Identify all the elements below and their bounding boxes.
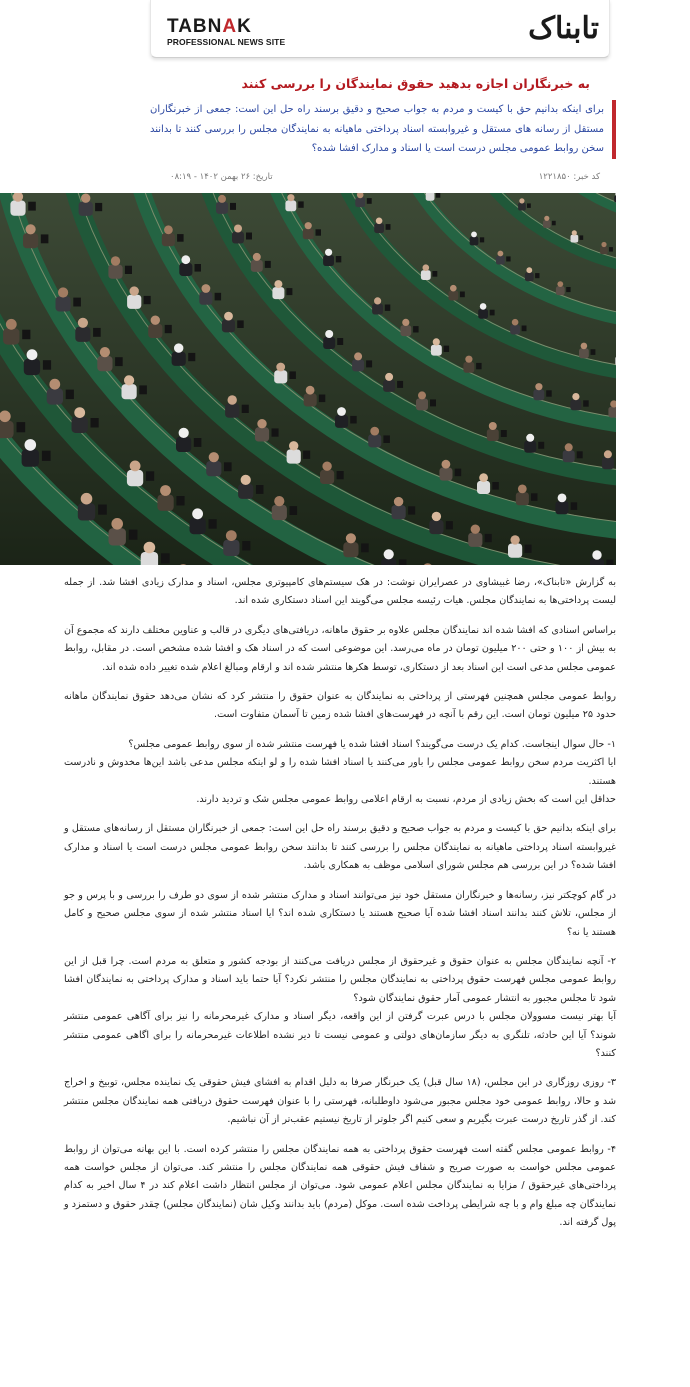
body-paragraph: روابط عمومی مجلس همچنین فهرستی از پرداختی به نمایندگان به عنوان حقوق را منتشر کرد که نشان می‌دهد حقوق نمایندگان ماهانه حدود ۲۵ میلیون تومان است. این رقم با آنچه در فهرست‌های افشا شده زمین تا آسمان متفاوت است. [64, 691, 616, 721]
tabnak-logo-en[interactable] [167, 18, 285, 47]
tabnak-logo-fa[interactable]: تابناک [528, 11, 599, 46]
body-paragraph: در گام کوچکتر نیز، رسانه‌ها و خبرنگاران مستقل خود نیز می‌توانند اسناد و مدارک منتشر شده از سوی دو طرف را بررسی و با پرس و جو از مجلس، تلاش کنند بدانند اسناد افشا شده آیا صحیح هستند یا دستکاری شده اند؟ ایا اسناد منتشر شده از سوی مجلس صحیح و کامل هستند یا نه؟ [64, 889, 616, 938]
logo-wordmark: TABNAK [167, 16, 252, 37]
news-code: کد خبر: ۱۲۲۱۸۵۰ [538, 172, 600, 182]
logo-tagline: PROFESSIONAL NEWS SITE [167, 37, 286, 47]
body-paragraph: آیا بهتر نیست مسوولان مجلس با درس عبرت گرفتن از این واقعه، دیگر اسناد و مدارک غیرمحرمانه را نیز برای آگاهی عمومی منتشر شوند؟ آیا این حادثه، تلنگری به دیگر سازمان‌های دولتی و عمومی نیست تا دیر نشده اطلاعات غیرمحرمانه را برای اگاهی عمومی منتشر کنند؟ [64, 1011, 616, 1059]
body-paragraph: برای اینکه بدانیم حق با کیست و مردم به جواب صحیح و دقیق برسند راه حل این است: جمعی از خبرنگاران مستقل از رسانه‌های مستقل و غیروابسته اسناد پرداختی ماهیانه به نمایندگان مجلس را بررسی کنند تا بدانند سخن روابط عمومی مجلس درست است یا اسناد و مدارک افشا شده؟ در این بررسی هم مجلس شورای اسلامی موظف به همکاری باشد. [64, 823, 616, 872]
body-paragraph: به گزارش «تابناک»، رضا غبیشاوی در عصرایران نوشت: در هک سیستم‌های کامپیوتری مجلس، اسناد و مدارک زیادی افشا شد. از جمله لیست پرداختی‌ها به نمایندگان مجلس. هیات رئیسه مجلس می‌گویند این اسناد دستکاری شده اند. [64, 577, 616, 607]
site-header [150, 0, 610, 58]
publish-date: تاریخ: ۲۶ بهمن ۱۴۰۲ - ۰۸:۱۹ [170, 172, 273, 182]
body-paragraph: ۴- روابط عمومی مجلس گفته است فهرست حقوق پرداختی به همه نمایندگان مجلس را منتشر کرده است. با این بهانه می‌توان از روابط عمومی مجلس خواست به صورت صریح و شفاف فیش حقوقی همه نمایندگان مجلس را منتشر کند. می‌توان از مجلس خواست همه پرداختی‌های غیرحقوق / مزایا به نمایندگان مجلس اعلام عمومی شود. می‌توان از مجلس انتظار داشت اعلام کند در ۴ سال اخیر به کدام نمایندگان چه مبلغ وام و با چه شرایطی پرداخت شده است. موکل (مردم) باید بدانند وکیل شان (نمایندگان مجلس) چقدر حقوق و دستمزد و پول گرفته اند. [64, 1143, 616, 1229]
article-lead: برای اینکه بدانیم حق با کیست و مردم به جواب صحیح و دقیق برسند راه حل این است: جمعی از خبرنگاران مستقل از رسانه های مستقل و غیروابسته اسناد پرداختی ماهیانه به نمایندگان مجلس را بررسی کنند تا بدانند سخن روابط عمومی مجلس درست است یا اسناد و مدارک افشا شده؟ [150, 100, 616, 159]
body-paragraph: حداقل این است که بخش زیادی از مردم، نسبت به ارقام اعلامی روابط عمومی مجلس شک و تردید دارند. [196, 794, 616, 806]
body-paragraph: ایا اکثریت مردم سخن روابط عمومی مجلس را باور می‌کنند یا اسناد افشا شده را و لو اینکه مجلس مدعی باشد این‌ها مخدوش و نادرست هستند. [64, 757, 616, 787]
article-title: به خبرنگاران اجازه بدهید حقوق نمایندگان را بررسی کنند [241, 76, 590, 91]
article-body [64, 574, 616, 1244]
body-paragraph: ۲- آنچه نمایندگان مجلس به عنوان حقوق و غیرحقوق از مجلس دریافت می‌کنند از بودجه کشور و متعلق به مردم است. چرا قبل از این روابط عمومی مجلس فهرست حقوق پرداختی به نمایندگان مجلس را منتشر نکرد؟ آیا حتما باید اسناد و مدارک پرداختی به نمایندگان افشا شود تا مجلس مجبور به انتشار عمومی آمار حقوق نمایندگان شود؟ [64, 955, 616, 1004]
body-paragraph: ۳- روزی روزگاری در این مجلس، (۱۸ سال قبل) یک خبرنگار صرفا به دلیل اقدام به افشای فیش حقوقی یک نماینده مجلس، توبیخ و اخراج شد و حالا، روابط عمومی خود مجلس مجبور می‌شود داوطلبانه، فهرستی را با عنوان فهرست حقوق دریافتی همه نمایندگان مجلس منتشر کند. از گذر تاریخ درست عبرت بگیریم و سعی کنیم اگر جلوتر از تاریخ نیستیم عقب‌تر از آن نباشیم. [64, 1077, 616, 1126]
article-photo [0, 193, 616, 565]
body-paragraph: ۱- حال سوال اینجاست. کدام یک درست می‌گویند؟ اسناد افشا شده یا فهرست منتشر شده از سوی روابط عمومی مجلس؟ [128, 738, 616, 750]
body-paragraph: براساس اسنادی که افشا شده اند نمایندگان مجلس علاوه بر حقوق ماهانه، دریافتی‌های دیگری در قالب و عناوین مختلف دارند که مجموع آن به بیش از ۱۰۰ و حتی ۲۰۰ میلیون تومان در ماه می‌رسد. این موضوعی است که در اسناد هک و افشا شده مشخص است. در مقابل، روابط عمومی مجلس مدعی است این اسناد بعد از دستکاری، توسط هکرها منتشر شده اند و ارقام ومبالغ اعلام شده تغییر داده شده اند. [64, 624, 617, 673]
